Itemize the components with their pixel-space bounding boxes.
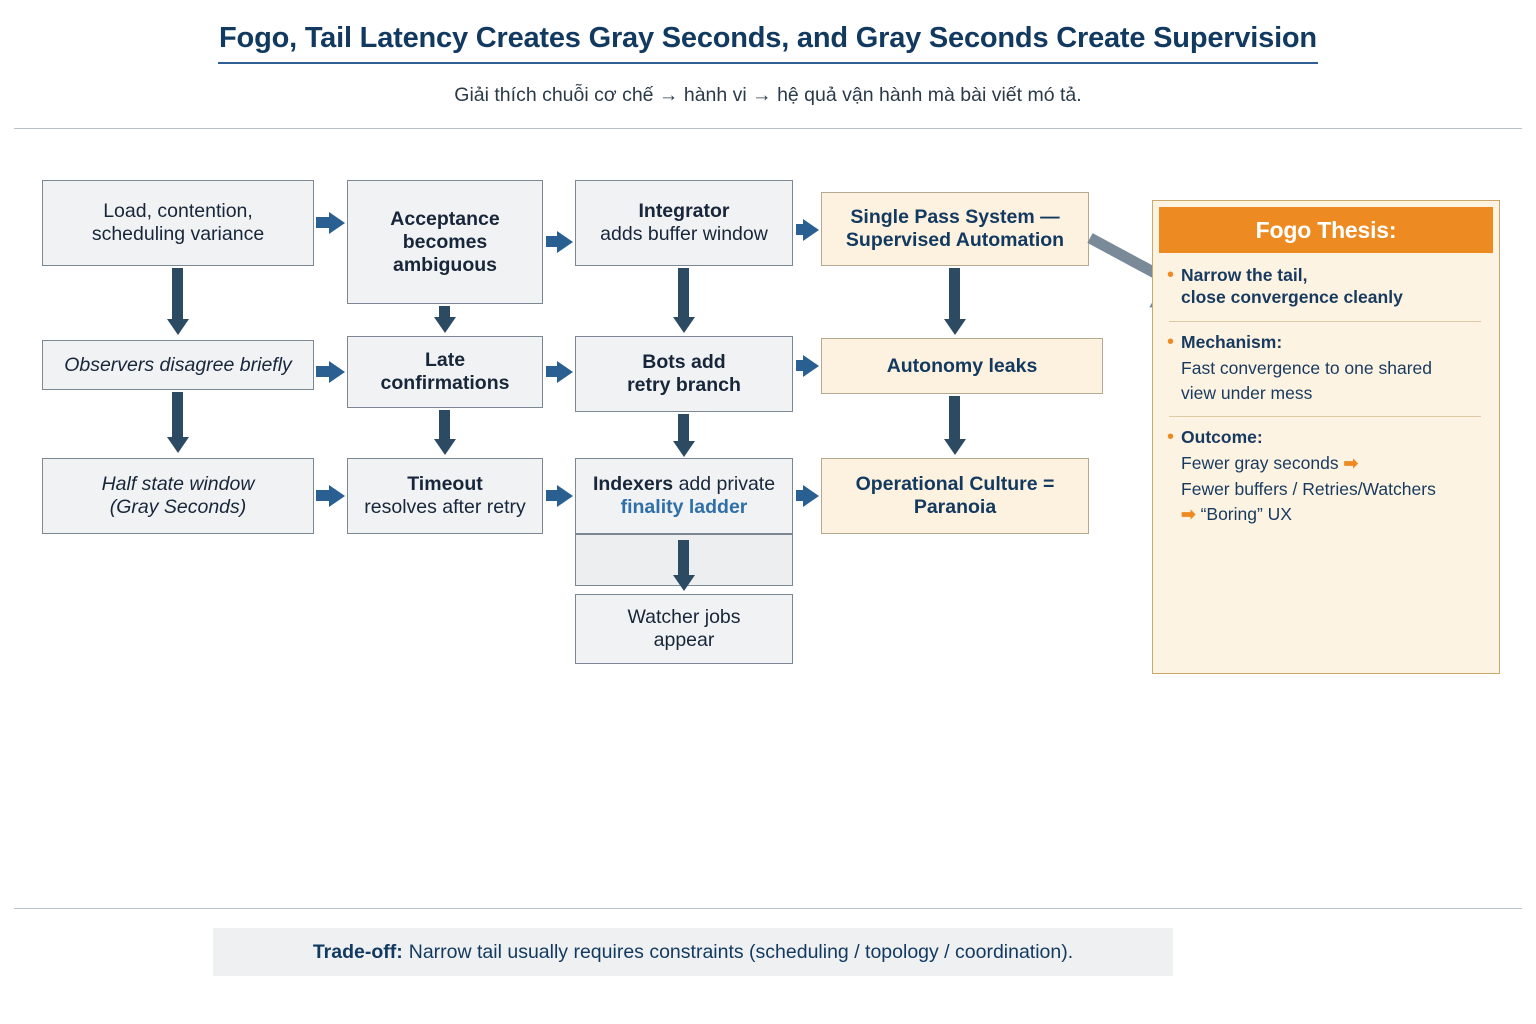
arrow-r2c2-to-r2c3	[546, 366, 558, 377]
node-timeout-resolves: Timeout resolves after retry	[347, 458, 543, 534]
arrow-r1c2-to-r2c2	[439, 306, 450, 318]
right-arrow-icon: ➡	[1343, 453, 1359, 474]
arrow-r2c1-to-r2c2	[316, 366, 330, 377]
node-operational-culture: Operational Culture = Paranoia	[821, 458, 1089, 534]
thesis-item-narrow-tail: • Narrow the tail, close convergence cleanly	[1167, 264, 1403, 307]
arrow-r2c3-to-r2c4	[796, 360, 804, 371]
thesis-item-mechanism: • Mechanism: Fast convergence to one shared view under mess	[1167, 330, 1433, 404]
arrow-r1c3-to-r2c3	[678, 268, 689, 318]
node-bots-retry-branch: Bots add retry branch	[575, 336, 793, 412]
arrow-r1c1-to-r1c2	[316, 217, 330, 228]
node-half-state-window: Half state window (Gray Seconds)	[42, 458, 314, 534]
bullet-icon: •	[1167, 426, 1175, 449]
arrow-r3c2-to-r3c3	[546, 490, 558, 501]
arrow-r1c1-to-r2c1	[172, 268, 183, 320]
divider-bottom	[14, 908, 1522, 909]
divider-top	[14, 128, 1522, 129]
arrow-r1c3-to-r1c4	[796, 224, 804, 235]
arrow-r3c3-to-watcher	[678, 540, 689, 576]
node-single-pass-system: Single Pass System — Supervised Automation	[821, 192, 1089, 266]
arrow-r2c1-to-r3c1	[172, 392, 183, 438]
tradeoff-text: Narrow tail usually requires constraints (scheduling / topology / coordination).	[408, 940, 1074, 963]
node-acceptance-ambiguous: Acceptance becomes ambiguous	[347, 180, 543, 304]
arrow-r2c3-to-r3c3	[678, 414, 689, 442]
tradeoff-banner	[213, 928, 1173, 976]
page-title: Fogo, Tail Latency Creates Gray Seconds, and Gray Seconds Create Supervision	[219, 22, 1317, 54]
node-indexers-finality-ladder: Indexers add private finality ladder	[575, 458, 793, 534]
bullet-icon: •	[1167, 330, 1175, 353]
thesis-item-outcome: • Outcome: Fewer gray seconds ➡ Fewer buffers / Retries/Watchers ➡ “Boring” UX	[1167, 426, 1436, 525]
arrow-r1c2-to-r1c3	[546, 236, 558, 247]
node-late-confirmations: Late confirmations	[347, 336, 543, 408]
thesis-divider-1	[1169, 321, 1481, 322]
page-subtitle: Giải thích chuỗi cơ chế → hành vi → hệ quả vận hành mà bài viết mó tả.	[454, 84, 1082, 106]
node-watcher-jobs: Watcher jobs appear	[575, 594, 793, 664]
node-observers-disagree: Observers disagree briefly	[42, 340, 314, 390]
arrow-r3c1-to-r3c2	[316, 490, 330, 501]
node-load-contention: Load, contention, scheduling variance	[42, 180, 314, 266]
thesis-divider-2	[1169, 416, 1481, 417]
thesis-panel	[1152, 200, 1500, 674]
right-arrow-icon: ➡	[1181, 504, 1196, 525]
tradeoff-label: Trade-off:	[312, 940, 403, 963]
thesis-heading: Fogo Thesis:	[1159, 207, 1493, 253]
arrow-r3c3-to-r3c4	[796, 490, 804, 501]
title-underline	[218, 62, 1318, 64]
bullet-icon: •	[1167, 264, 1175, 286]
node-integrator-buffer: Integrator adds buffer window	[575, 180, 793, 266]
arrow-r2c2-to-r3c2	[439, 410, 450, 440]
node-autonomy-leaks: Autonomy leaks	[821, 338, 1103, 394]
thesis-body	[1153, 253, 1499, 535]
arrow-r2c4-to-r3c4	[949, 396, 960, 440]
arrow-r1c4-to-r2c4	[949, 268, 960, 320]
